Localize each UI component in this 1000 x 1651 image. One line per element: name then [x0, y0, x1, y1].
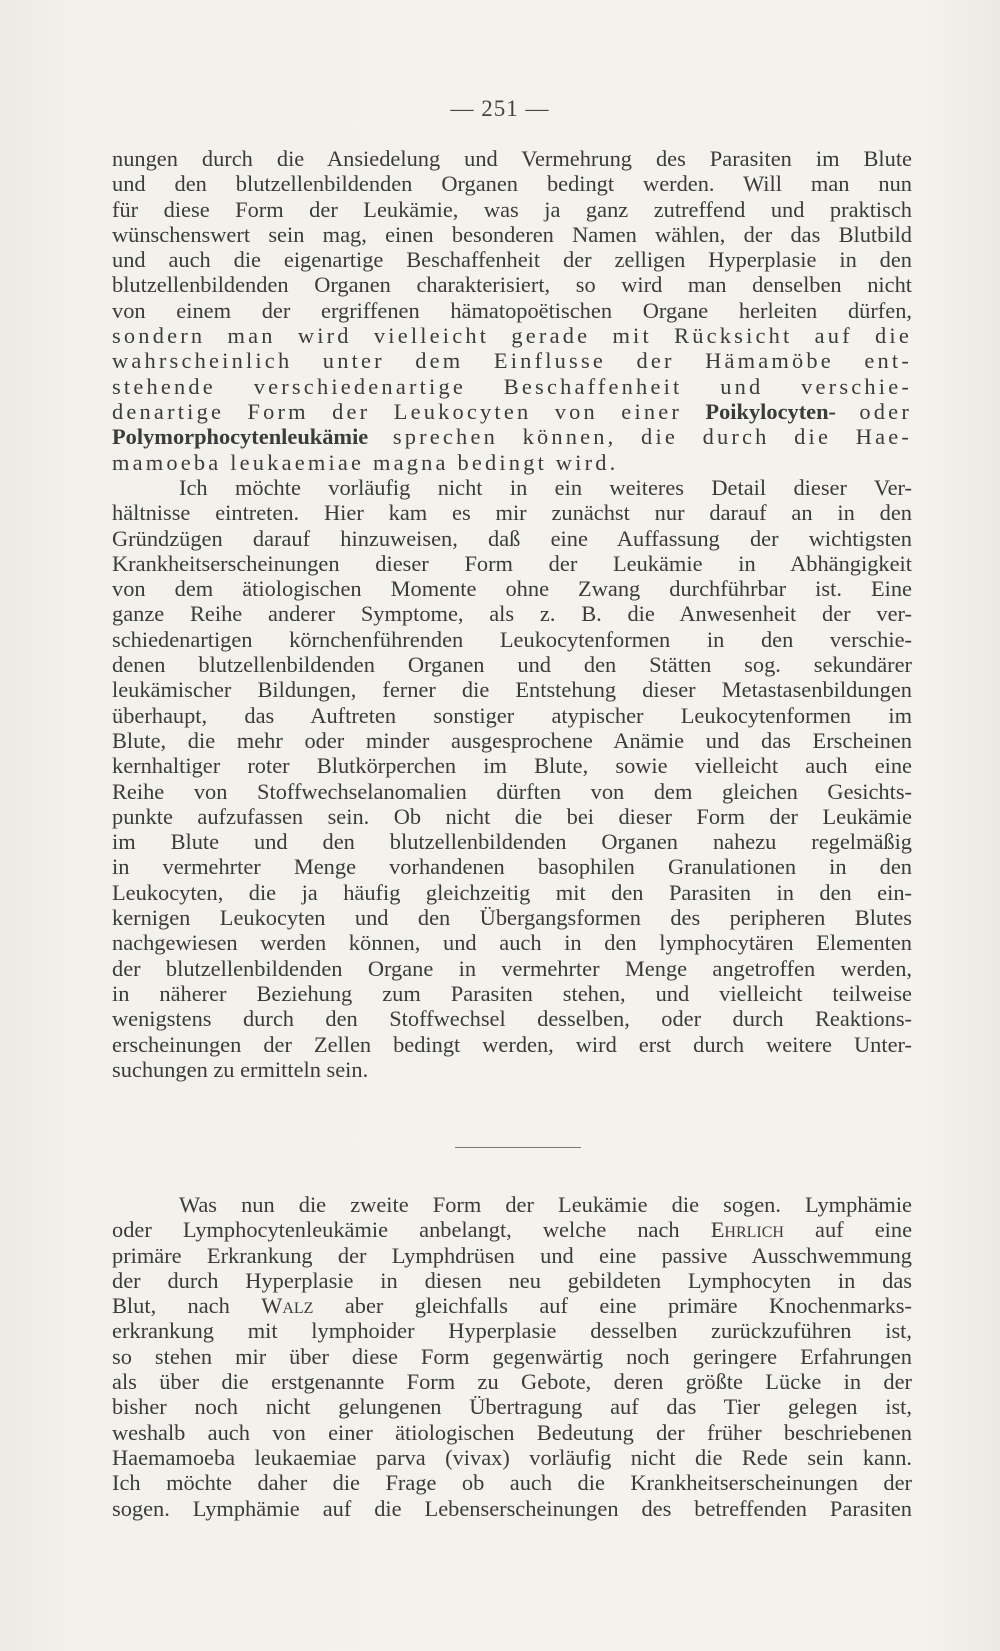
emphasis-term: Polymorphocytenleukämie — [112, 424, 369, 450]
text-line: primäre Erkrankung der Lymphdrüsen und eine passive Ausschwemmung — [112, 1242, 912, 1268]
text-line: weshalb auch von einer ätiologischen Bedeutung der früher beschriebenen — [112, 1419, 912, 1445]
text-segment: auf eine — [783, 1217, 913, 1243]
paragraph-1 — [112, 146, 912, 475]
paragraph-3 — [112, 1192, 912, 1521]
text-line: wünschenswert sein mag, einen besonderen Namen wählen, der das Blutbild — [112, 221, 912, 247]
text-segment: oder Lymphocytenleukämie anbelangt, welche nach — [112, 1217, 711, 1243]
page-number: — 251 — — [450, 96, 550, 121]
text-line — [112, 424, 912, 449]
text-line: als über die erstgenannte Form zu Gebote, deren größte Lücke in der — [112, 1369, 912, 1395]
text-segment: oder — [836, 398, 912, 424]
text-line — [112, 1293, 912, 1318]
text-line: für diese Form der Leukämie, was ja ganz zutreffend und praktisch — [112, 196, 912, 222]
text-line: wahrscheinlich unter dem Einflusse der Hämamöbe ent- — [112, 348, 912, 374]
text-line: hältnisse eintreten. Hier kam es mir zunächst nur darauf an in den — [112, 500, 912, 526]
text-line: suchungen zu ermitteln sein. — [112, 1056, 369, 1082]
text-line: der durch Hyperplasie in diesen neu gebildeten Lymphocyten in das — [112, 1267, 912, 1293]
text-segment: aber gleichfalls auf eine primäre Knochenmarks- — [313, 1293, 912, 1319]
emphasis-term: Poikylocyten- — [705, 398, 837, 424]
text-line: so stehen mir über diese Form gegenwärtig noch geringere Erfahrungen — [112, 1343, 912, 1369]
text-segment: denartige Form der Leukocyten von einer — [112, 398, 706, 424]
text-line: Ich möchte vorläufig nicht in ein weiteres Detail dieser Ver- — [179, 475, 912, 500]
text-line: erscheinungen der Zellen bedingt werden, wird erst durch weitere Unter- — [112, 1031, 912, 1057]
paragraph-2 — [112, 475, 912, 1082]
text-line — [112, 1217, 912, 1242]
text-line: nungen durch die Ansiedelung und Vermehrung des Parasiten im Blute — [112, 146, 912, 171]
text-line: wenigstens durch den Stoffwechsel desselben, oder durch Reaktions- — [112, 1006, 912, 1032]
author-name: Ehrlich — [710, 1217, 784, 1243]
text-line: Krankheitserscheinungen dieser Form der Leukämie in Abhängigkeit — [112, 550, 912, 576]
text-line: ganze Reihe anderer Symptome, als z. B. die Anwesenheit der ver- — [112, 601, 912, 627]
text-line: von dem ätiologischen Momente ohne Zwang durchführbar ist. Eine — [112, 576, 912, 602]
text-line: bisher noch nicht gelungenen Übertragung auf das Tier gelegen ist, — [112, 1394, 912, 1420]
text-segment: Blut, nach — [112, 1293, 262, 1319]
text-line: Ich möchte daher die Frage ob auch die Krankheitserscheinungen der — [112, 1470, 912, 1496]
text-line: erkrankung mit lymphoider Hyperplasie desselben zurückzuführen ist, — [112, 1318, 912, 1344]
text-line: und den blutzellenbildenden Organen bedingt werden. Will man nun — [112, 171, 912, 197]
text-line: in vermehrter Menge vorhandenen basophilen Granulationen in den — [112, 854, 912, 880]
text-line: kernigen Leukocyten und den Übergangsformen des peripheren Blutes — [112, 905, 912, 931]
text-line: im Blute und den blutzellenbildenden Organen nahezu regelmäßig — [112, 829, 912, 855]
text-line: Reihe von Stoffwechselanomalien dürften von dem gleichen Gesichts- — [112, 778, 912, 804]
text-segment: sprechen können, die durch die Hae- — [368, 424, 912, 450]
text-line: Gründzügen darauf hinzuweisen, daß eine Auffassung der wichtigsten — [112, 525, 912, 551]
text-line: in näherer Beziehung zum Parasiten stehen, und vielleicht teilweise — [112, 980, 912, 1006]
text-line: kernhaltiger roter Blutkörperchen im Blute, sowie vielleicht auch eine — [112, 753, 912, 779]
text-line: punkte aufzufassen sein. Ob nicht die bei dieser Form der Leukämie — [112, 803, 912, 829]
text-line: mamoeba leukaemiae magna bedingt wird. — [112, 449, 619, 475]
text-line: leukämischer Bildungen, ferner die Entstehung dieser Metastasenbildungen — [112, 677, 912, 703]
text-line: Leukocyten, die ja häufig gleichzeitig mit den Parasiten in den ein- — [112, 879, 912, 905]
text-line: überhaupt, das Auftreten sonstiger atypischer Leukocytenformen im — [112, 702, 912, 728]
text-line: denen blutzellenbildenden Organen und den Stätten sog. sekundärer — [112, 652, 912, 678]
text-line: schiedenartigen körnchenführenden Leukocytenformen in den verschie- — [112, 626, 912, 652]
text-line: nachgewiesen werden können, und auch in den lymphocytären Elementen — [112, 930, 912, 956]
text-line: Blute, die mehr oder minder ausgesprochene Anämie und das Erscheinen — [112, 727, 912, 753]
text-line: sondern man wird vielleicht gerade mit Rücksicht auf die — [112, 323, 912, 349]
text-line: sogen. Lymphämie auf die Lebenserscheinungen des betreffenden Parasiten — [112, 1495, 912, 1521]
section-divider — [455, 1147, 581, 1148]
author-name: Walz — [261, 1293, 314, 1319]
text-line: Was nun die zweite Form der Leukämie die sogen. Lymphämie — [179, 1192, 912, 1217]
text-line: stehende verschiedenartige Beschaffenheit und verschie- — [112, 373, 912, 399]
text-line: von einem der ergriffenen hämatopoëtischen Organe herleiten dürfen, — [112, 297, 912, 323]
text-line — [112, 399, 912, 424]
text-line: und auch die eigenartige Beschaffenheit der zelligen Hyperplasie in den — [112, 247, 912, 273]
text-line: blutzellenbildenden Organen charakterisiert, so wird man denselben nicht — [112, 272, 912, 298]
text-line: der blutzellenbildenden Organe in vermehrter Menge angetroffen werden, — [112, 955, 912, 981]
text-line: Haemamoeba leukaemiae parva (vivax) vorläufig nicht die Rede sein kann. — [112, 1444, 912, 1470]
